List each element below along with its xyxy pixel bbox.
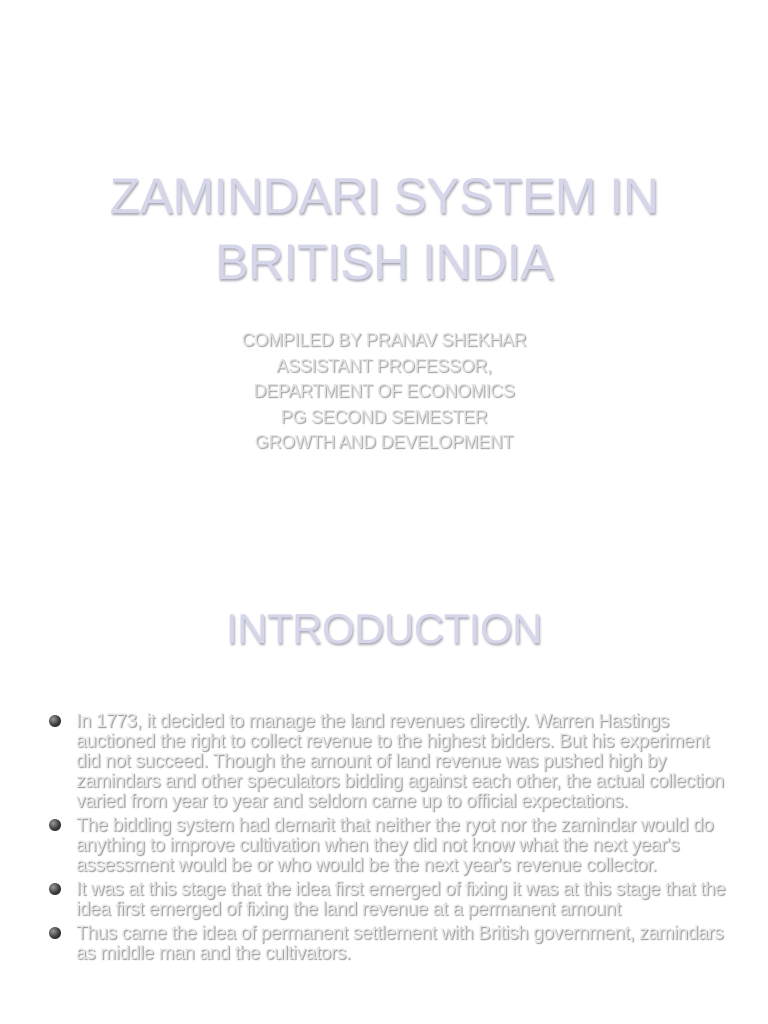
subtitle-line-author: COMPILED BY PRANAV SHEKHAR bbox=[241, 330, 527, 350]
subtitle-line-semester: PG SECOND SEMESTER bbox=[280, 406, 488, 427]
subtitle-line-course: GROWTH AND DEVELOPMENT bbox=[254, 432, 514, 452]
bullet-icon bbox=[49, 819, 61, 831]
bullet-text: The bidding system had demarit that neither the ryot nor the zamindar would do anything to improve cultivation when they did not know what the next year's assessment would be or who would be the next year's revenue collector. bbox=[76, 815, 714, 876]
list-item bbox=[46, 924, 726, 964]
bullet-icon bbox=[49, 715, 61, 727]
main-title-line-2: BRITISH INDIA bbox=[215, 234, 553, 290]
bullet-text: Thus came the idea of permanent settlement with British government, zamindars as middle man and the cultivators. bbox=[76, 923, 724, 964]
bullet-list bbox=[46, 712, 726, 968]
bullet-icon bbox=[49, 883, 61, 895]
subtitle-block bbox=[0, 328, 768, 456]
bullet-icon bbox=[49, 927, 61, 939]
bullet-text: It was at this stage that the idea first emerged of fixing it was at this stage that the idea first emerged of fixing the land revenue at a permanent amount bbox=[76, 879, 726, 920]
subtitle-line-position: ASSISTANT PROFESSOR, bbox=[276, 355, 492, 376]
list-item bbox=[46, 880, 726, 920]
subtitle-line-department: DEPARTMENT OF ECONOMICS bbox=[253, 381, 515, 401]
bullet-text: In 1773, it decided to manage the land revenues directly. Warren Hastings auctioned the right to collect revenue to the highest bidders. But his experiment did not succeed. Though the amount of land revenue was pushed high by zamindars and other speculators bidding against each other, the actual collection varied from year to year and seldom came up to official expectations. bbox=[76, 711, 724, 812]
main-title bbox=[0, 163, 768, 295]
list-item bbox=[46, 816, 726, 876]
section-title: INTRODUCTION bbox=[226, 605, 542, 652]
introduction-slide bbox=[0, 512, 768, 1024]
list-item bbox=[46, 712, 726, 812]
main-title-line-1: ZAMINDARI SYSTEM IN bbox=[109, 168, 659, 224]
